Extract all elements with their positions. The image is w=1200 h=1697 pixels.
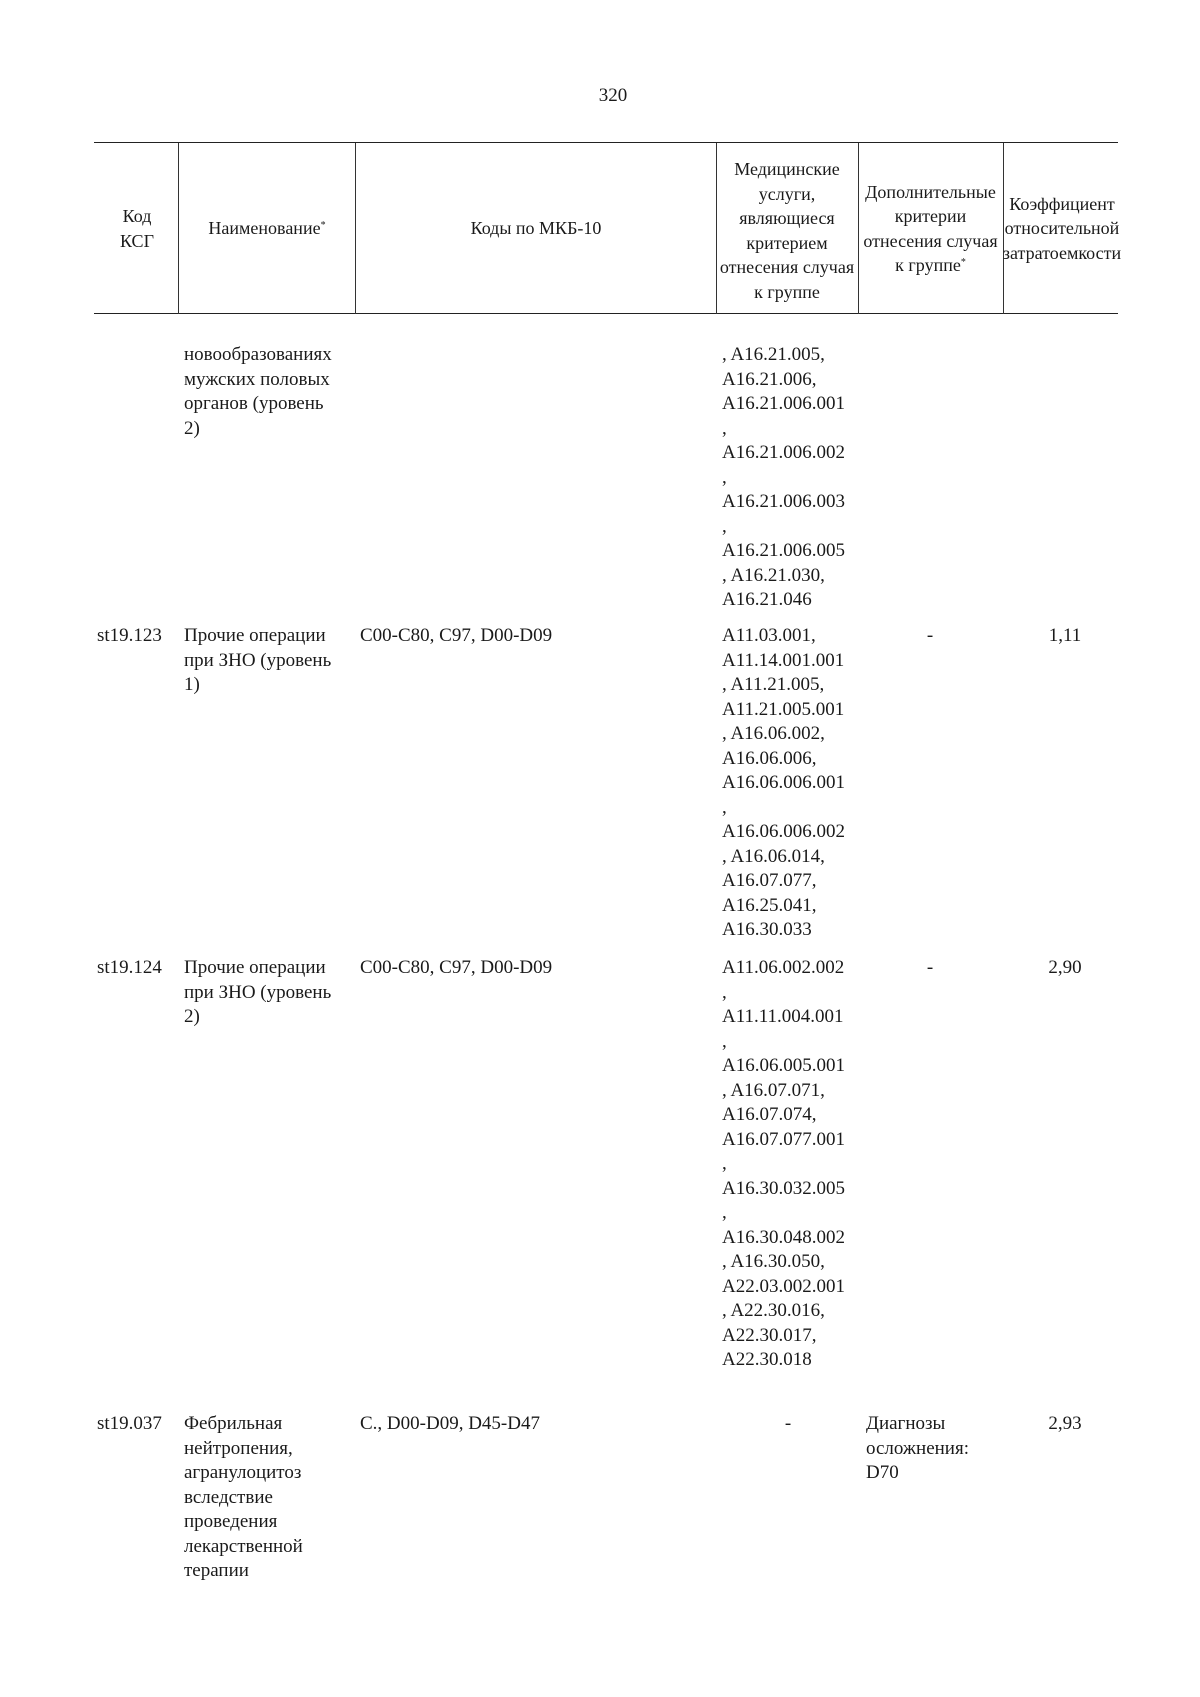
row-criteria: -: [926, 625, 934, 646]
header-code: [112, 143, 162, 314]
header-name-label: [208, 216, 325, 241]
header-code-label: Код КСГ: [120, 206, 154, 251]
header-divider: [716, 143, 717, 314]
header-criteria-text: Дополнительные критерии отнесения случая к группе: [863, 181, 998, 275]
row-name: новообразованиях мужских половых органов (уровень 2): [184, 344, 332, 439]
header-services-label: Медицинские услуги, являющиеся критерием отнесения случая к группе: [719, 159, 855, 302]
row-services: A11.03.001, A11.14.001.001 , A11.21.005, A11.21.005.001 , A16.06.002, A16.06.006, A16.06.006.001 , A16.06.006.002 , A16.06.014, A16.07.077, A16.25.041, A16.30.033: [722, 625, 845, 940]
header-divider: [858, 143, 859, 314]
row-icd: C., D00-D09, D45-D47: [360, 1413, 540, 1434]
row-criteria: -: [926, 957, 934, 978]
row-icd: C00-C80, C97, D00-D09: [360, 957, 553, 978]
footnote-mark: *: [960, 257, 966, 268]
page-number: 320: [598, 85, 628, 106]
row-services: , A16.21.005, A16.21.006, A16.21.006.001 , A16.21.006.002 , A16.21.006.003 , A16.21.006.005 , A16.21.030, A16.21.046: [722, 344, 845, 610]
row-name: Фебрильная нейтропения, агранулоцитоз вследствие проведения лекарственной терапии: [184, 1413, 303, 1581]
header-divider: [355, 143, 356, 314]
header-criteria: [861, 143, 1000, 314]
row-code: st19.123: [97, 625, 162, 646]
row-coefficient: 1,11: [1048, 625, 1082, 646]
row-code: st19.037: [97, 1413, 162, 1434]
row-coefficient: 2,90: [1048, 957, 1082, 978]
header-icd: [360, 143, 712, 314]
header-services: [719, 143, 855, 316]
row-services: -: [784, 1413, 792, 1434]
header-coefficient: [1002, 143, 1122, 314]
header-name-text: Наименование: [208, 218, 321, 239]
footnote-mark: *: [320, 220, 326, 232]
header-name: [182, 143, 352, 314]
row-icd: C00-C80, C97, D00-D09: [360, 625, 553, 646]
row-code: st19.124: [97, 957, 162, 978]
header-criteria-label: [861, 180, 1000, 278]
header-divider: [178, 143, 179, 314]
row-name: Прочие операции при ЗНО (уровень 1): [184, 625, 332, 695]
header-coefficient-label: Коэффициент относительной затратоемкости: [1002, 193, 1122, 263]
row-name: Прочие операции при ЗНО (уровень 2): [184, 957, 332, 1027]
row-services: A11.06.002.002 , A11.11.004.001 , A16.06.005.001 , A16.07.071, A16.07.074, A16.07.077.001 , A16.30.032.005 , A16.30.048.002 , A16.30.050, A22.03.002.001 , A22.30.016, A22.30.017, A22.30.018: [722, 957, 845, 1370]
row-criteria: Диагнозы осложнения: D70: [866, 1413, 969, 1483]
row-coefficient: 2,93: [1048, 1413, 1082, 1434]
header-icd-label: Коды по МКБ-10: [470, 218, 602, 239]
